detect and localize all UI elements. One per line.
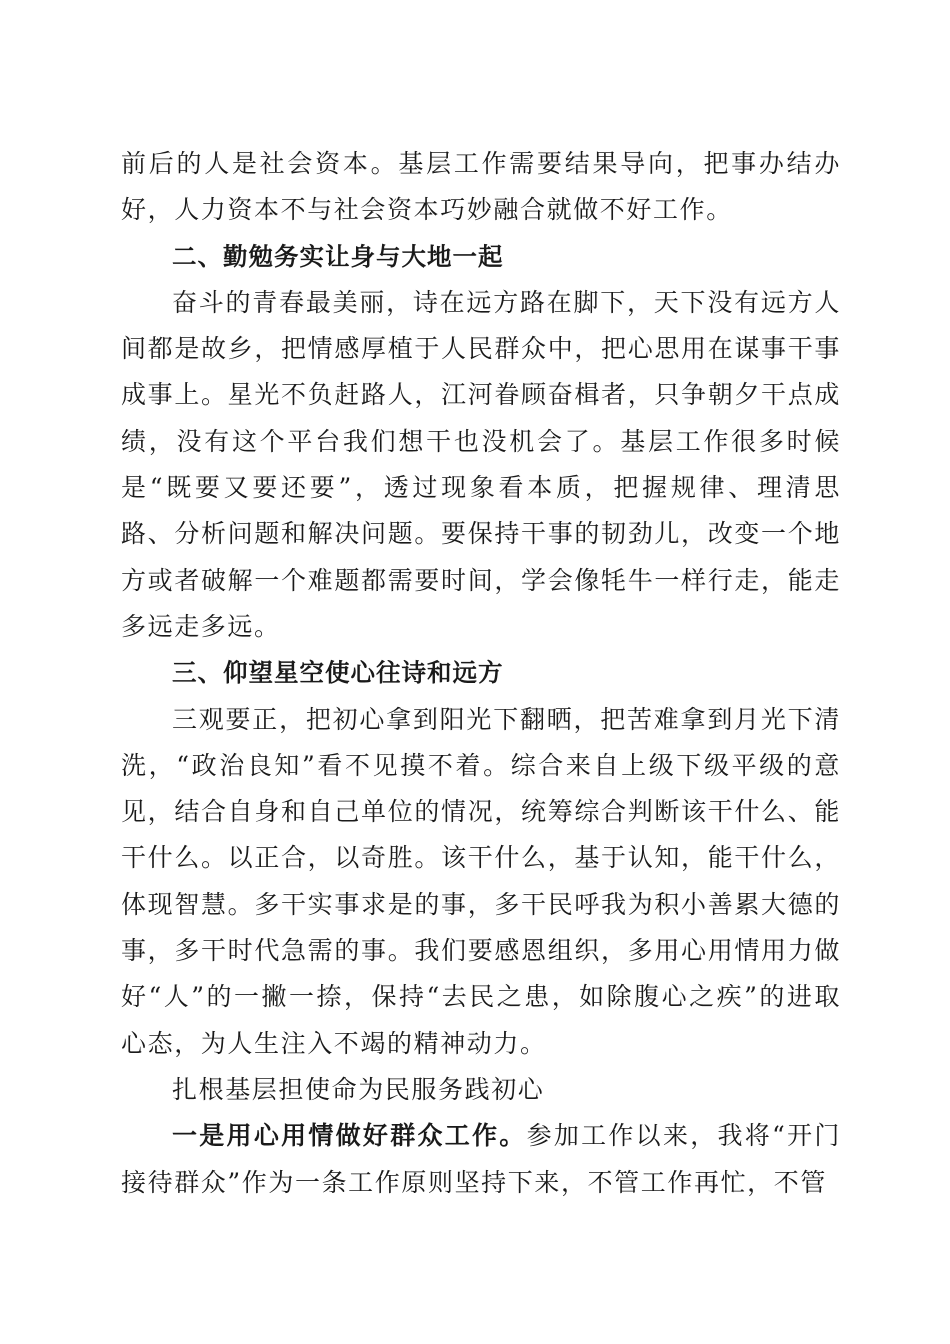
point-1-lead: 一是用心用情做好群众工作。 xyxy=(172,1121,527,1151)
section-heading-2: 二、勤勉务实让身与大地一起 xyxy=(172,241,504,271)
section-heading-3: 三、仰望星空使心往诗和远方 xyxy=(172,658,504,688)
article-title: 扎根基层担使命为民服务践初心 xyxy=(172,1074,545,1104)
paragraph-point-1 xyxy=(121,1113,841,1206)
paragraph-continued-intro: 前后的人是社会资本。基层工作需要结果导向，把事办结办好，人力资本不与社会资本巧妙融合就做不好工作。 xyxy=(121,149,841,225)
paragraph-section-2: 奋斗的青春最美丽，诗在远方路在脚下，天下没有远方人间都是故乡，把情感厚植于人民群众中，把心思用在谋事干事成事上。星光不负赶路人，江河眷顾奋楫者，只争朝夕干点成绩，没有这个平台我们想干也没机会了。基层工作很多时候是“既要又要还要”，透过现象看本质，把握规律、理清思路、分析问题和解决问题。要保持干事的韧劲儿，改变一个地方或者破解一个难题都需要时间，学会像牦牛一样行走，能走多远走多远。 xyxy=(121,287,841,641)
point-1-text: 参加工作以来，我将“开门接待群众”作为一条工作原则坚持下来，不管工作再忙，不管 xyxy=(121,1121,841,1197)
paragraph-section-3: 三观要正，把初心拿到阳光下翻晒，把苦难拿到月光下清洗，“政治良知”看不见摸不着。综合来自上级下级平级的意见，结合自身和自己单位的情况，统筹综合判断该干什么、能干什么。以正合，以奇胜。该干什么，基于认知，能干什么，体现智慧。多干实事求是的事，多干民呼我为积小善累大德的事，多干时代急需的事。我们要感恩组织，多用心用情用力做好“人”的一撇一捺，保持“去民之患，如除腹心之疾”的进取心态，为人生注入不竭的精神动力。 xyxy=(121,704,841,1058)
document-body xyxy=(121,141,841,1206)
